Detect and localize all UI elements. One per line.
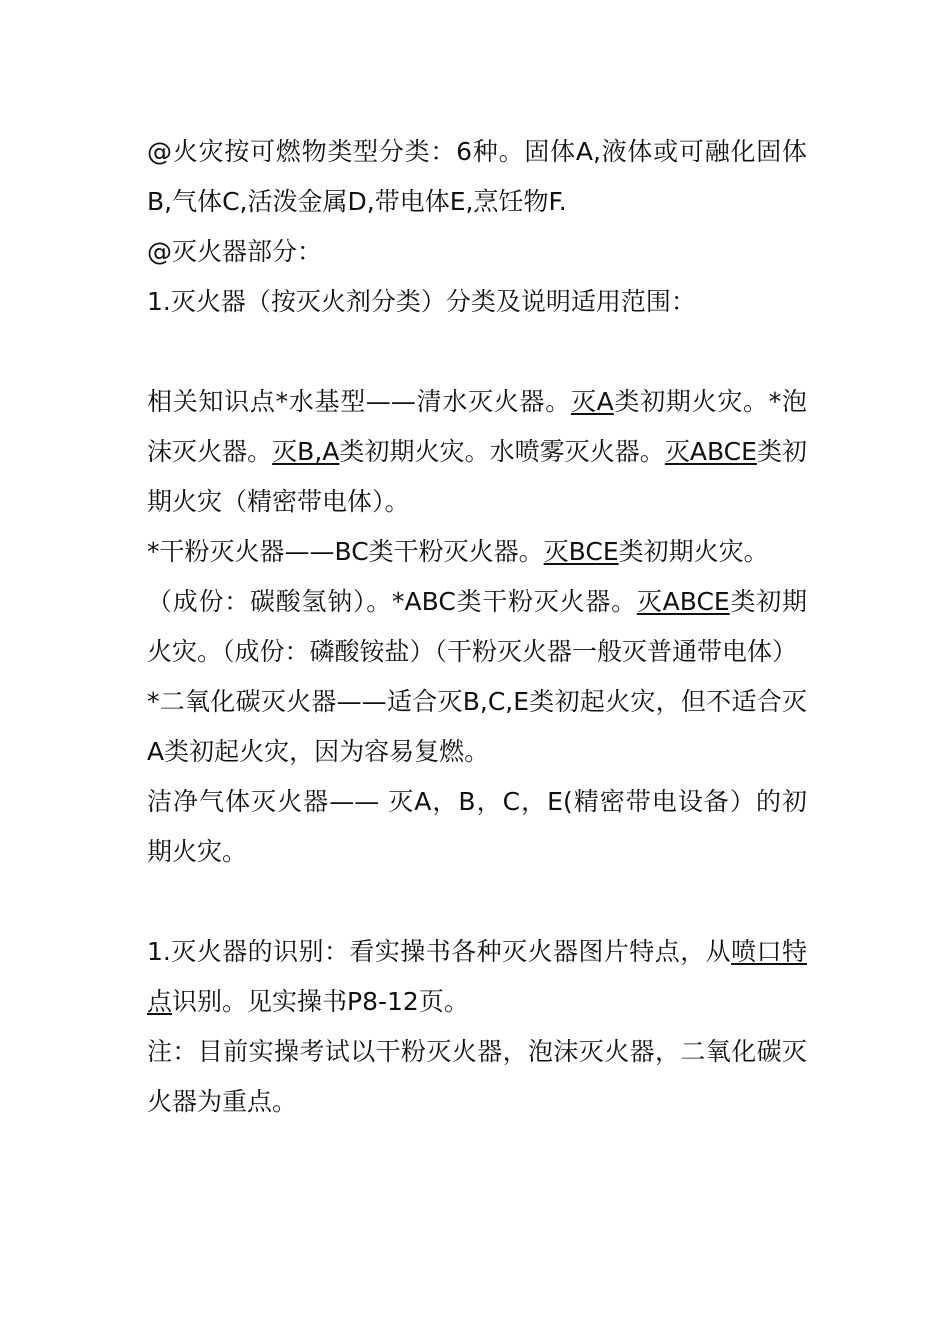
text-run: 1.灭火器的识别：看实操书各种灭火器图片特点，从 xyxy=(147,937,732,966)
dry-powder-bc-paragraph xyxy=(147,527,807,577)
extinguisher-classification-heading: 1.灭火器（按灭火剂分类）分类及说明适用范围： xyxy=(147,287,696,316)
blank-line xyxy=(147,327,807,377)
text-run: 类初期火灾。（成份：磷酸铵盐）（干粉灭火器一般灭普通带电体） xyxy=(147,587,807,666)
text-run: 相关知识点*水基型——清水灭火器。 xyxy=(147,387,571,416)
underlined-fire-class: 灭BCE xyxy=(543,537,619,566)
underlined-fire-class: 灭ABCE xyxy=(664,437,757,466)
underlined-nozzle-feature: 喷口特点 xyxy=(147,937,807,1016)
exam-focus-note: 注：目前实操考试以干粉灭火器，泡沫灭火器，二氧化碳灭火器为重点。 xyxy=(147,1037,807,1116)
clean-gas-extinguisher-paragraph: 洁净气体灭火器—— 灭A，B，C，E(精密带电设备）的初期火灾。 xyxy=(147,787,807,866)
text-run: 类初期火灾。 xyxy=(618,537,769,566)
underlined-fire-class: 灭ABCE xyxy=(636,587,730,616)
blank-line xyxy=(147,877,807,927)
extinguisher-identification-paragraph xyxy=(147,927,807,1027)
text-run: 类初期火灾（精密带电体）。 xyxy=(147,437,807,516)
fire-classification-paragraph: @火灾按可燃物类型分类：6种。固体A,液体或可融化固体B,气体C,活泼金属D,带电体E,烹饪物F. xyxy=(147,137,807,216)
dry-powder-abc-paragraph xyxy=(147,577,807,677)
co2-extinguisher-paragraph: *二氧化碳灭火器——适合灭B,C,E类初起火灾，但不适合灭A类初起火灾，因为容易复燃。 xyxy=(147,687,807,766)
text-run: *干粉灭火器——BC类干粉灭火器。 xyxy=(147,537,544,566)
text-run: （成份：碳酸氢钠）。*ABC类干粉灭火器。 xyxy=(147,587,637,616)
underlined-fire-class: 灭A xyxy=(570,387,614,416)
text-run: 类初期火灾。水喷雾灭火器。 xyxy=(339,437,665,466)
document-body xyxy=(147,127,807,1127)
water-foam-extinguisher-paragraph xyxy=(147,377,807,527)
text-run: 识别。见实操书P8-12页。 xyxy=(172,987,469,1016)
extinguisher-section-heading: @灭火器部分： xyxy=(147,237,323,266)
underlined-fire-class: 灭B,A xyxy=(272,437,340,466)
text-run: 类初期火灾。*泡沫灭火器。 xyxy=(147,387,807,466)
